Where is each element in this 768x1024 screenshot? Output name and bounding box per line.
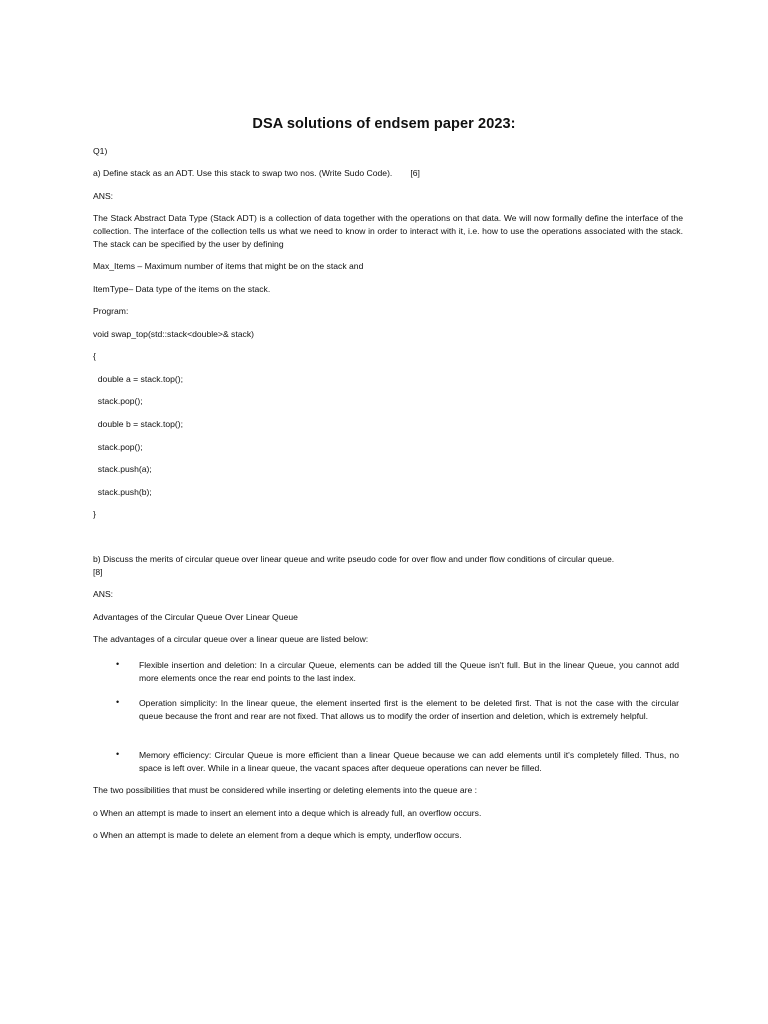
max-items-line: Max_Items – Maximum number of items that might be on the stack and — [93, 261, 364, 271]
code-line: { — [93, 351, 96, 361]
stack-adt-paragraph: The Stack Abstract Data Type (Stack ADT) is a collection of data together with the operations on that data. We will now formally define the interface of the collection. The interface of the collection tells us what we need to know in order to interact with it, i.e. how to use the operations associated with the stack. The stack can be specified by the user by defining — [93, 213, 683, 249]
code-line: void swap_top(std::stack<double>& stack) — [93, 329, 254, 339]
bullet-marker: • — [116, 659, 120, 669]
bullet-flexible-insertion: Flexible insertion and deletion: In a circular Queue, elements can be added till the Queue isn't full. But in the linear Queue, you cannot add more elements once the rear end points to the last index. — [139, 660, 679, 683]
bullet-marker: • — [116, 749, 120, 759]
question-a-text: a) Define stack as an ADT. Use this stack to swap two nos. (Write Sudo Code). — [93, 168, 393, 178]
q1-label: Q1) — [93, 146, 108, 156]
underflow-line: o When an attempt is made to delete an element from a deque which is empty, underflow occurs. — [93, 830, 462, 840]
overflow-line: o When an attempt is made to insert an element into a deque which is already full, an overflow occurs. — [93, 808, 482, 818]
question-b — [93, 553, 683, 579]
bullet-memory-efficiency: Memory efficiency: Circular Queue is more efficient than a linear Queue because we can add elements until it's completely filled. Thus, no space is left over. While in a linear queue, the vacant spaces after dequeue operations can never be filled. — [139, 750, 679, 773]
page-title: DSA solutions of endsem paper 2023: — [252, 116, 516, 132]
code-line: stack.pop(); — [93, 442, 143, 452]
code-line: stack.push(b); — [93, 487, 152, 497]
possibilities-line: The two possibilities that must be considered while inserting or deleting elements into the queue are : — [93, 785, 478, 795]
question-a-marks: [6] — [410, 168, 420, 178]
advantages-intro: The advantages of a circular queue over a linear queue are listed below: — [93, 634, 369, 644]
answer-a-label: ANS: — [93, 191, 114, 201]
question-a — [93, 167, 683, 180]
code-line: double a = stack.top(); — [93, 374, 184, 384]
code-line: } — [93, 509, 96, 519]
advantages-heading: Advantages of the Circular Queue Over Linear Queue — [93, 612, 298, 622]
code-line: double b = stack.top(); — [93, 419, 184, 429]
bullet-marker: • — [116, 697, 120, 707]
bullet-operation-simplicity: Operation simplicity: In the linear queue, the element inserted first is the element to be deleted first. That is not the case with the circular queue because the front and rear are not fixed. That allows us to modify the order of insertion and deletion, which is extremely helpful. — [139, 698, 679, 721]
question-b-text: b) Discuss the merits of circular queue over linear queue and write pseudo code for over flow and under flow conditions of circular queue. — [93, 554, 615, 564]
question-b-marks: [8] — [93, 566, 103, 577]
code-line: stack.pop(); — [93, 396, 143, 406]
program-label: Program: — [93, 306, 129, 316]
code-line: stack.push(a); — [93, 464, 152, 474]
answer-b-label: ANS: — [93, 589, 114, 599]
item-type-line: ItemType– Data type of the items on the stack. — [93, 284, 271, 294]
